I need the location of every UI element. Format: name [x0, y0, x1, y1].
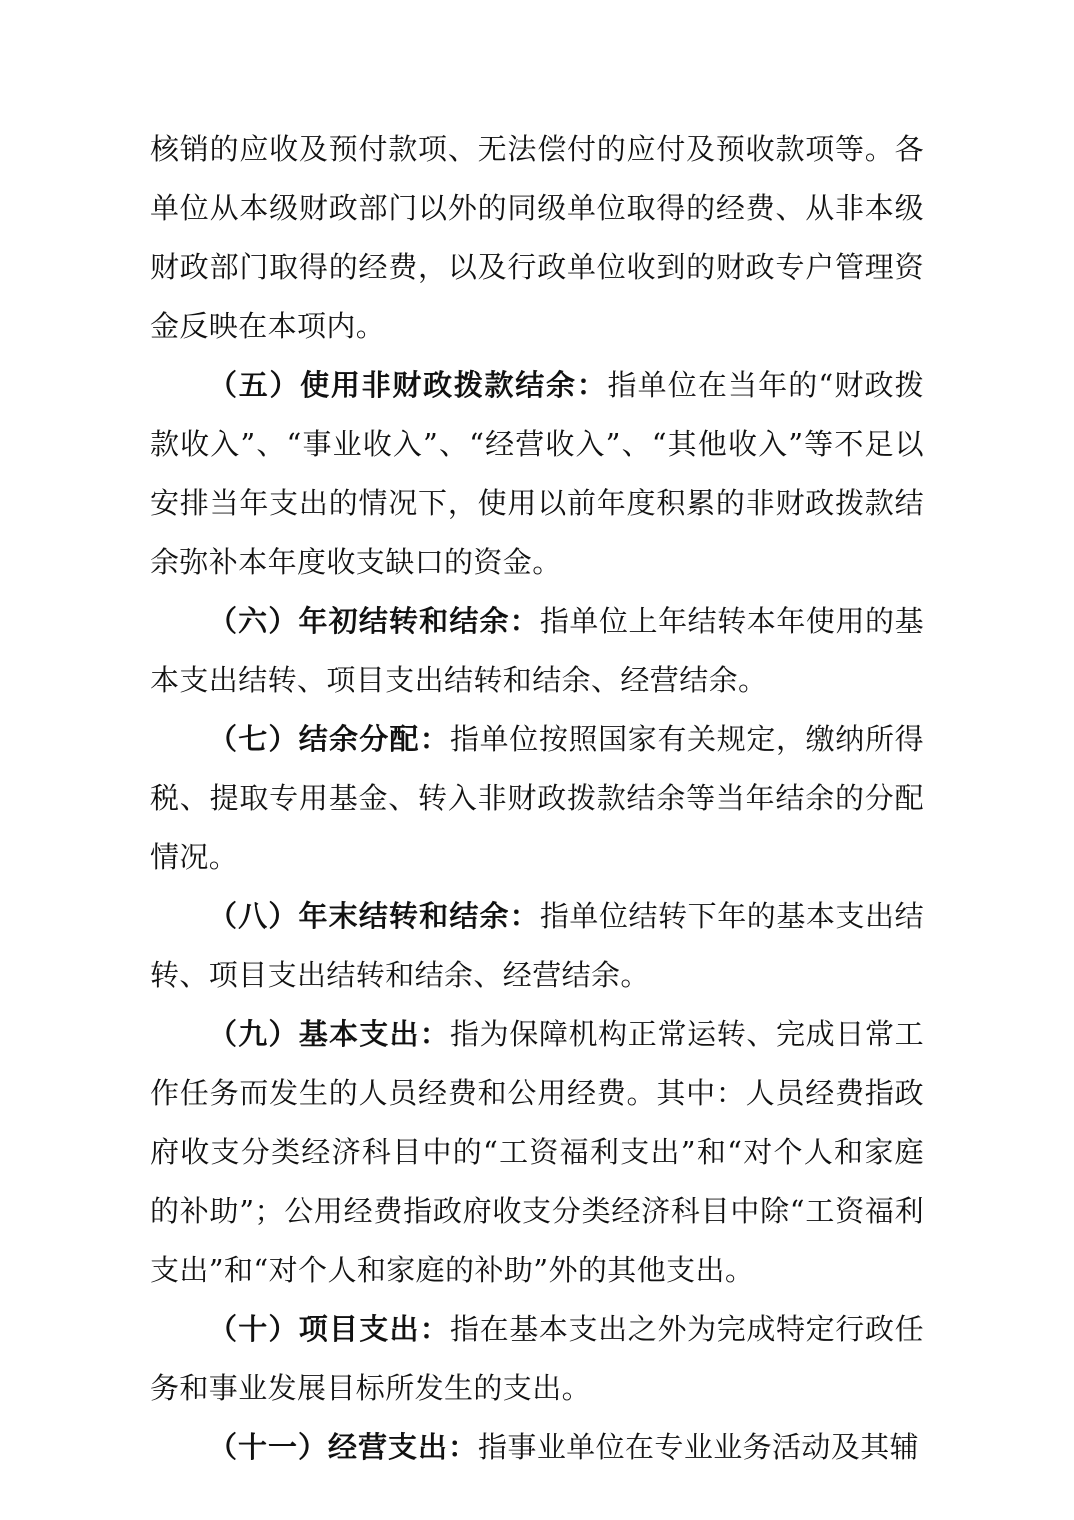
document-body [150, 120, 924, 1477]
paragraph-item-5 [150, 356, 924, 592]
term-label-6: （六）年初结转和结余： [208, 604, 540, 638]
paragraph-item-10 [150, 1300, 924, 1418]
term-label-11: （十一）经营支出： [208, 1430, 479, 1464]
paragraph-text-10: 指在基本支出之外为完成特定行政任务和事业发展目标所发生的支出。 [150, 1312, 924, 1405]
term-label-5: （五）使用非财政拨款结余： [208, 368, 608, 402]
paragraph-text-9: 指为保障机构正常运转、完成日常工作任务而发生的人员经费和公用经费。其中：人员经费指政府收支分类经济科目中的“工资福利支出”和“对个人和家庭的补助”；公用经费指政府收支分类经济科目中除“工资福利支出”和“对个人和家庭的补助”外的其他支出。 [150, 1017, 924, 1287]
paragraph-continued [150, 120, 924, 356]
paragraph-item-8 [150, 887, 924, 1005]
paragraph-text-5: 指单位在当年的“财政拨款收入”、“事业收入”、“经营收入”、“其他收入”等不足以安排当年支出的情况下，使用以前年度积累的非财政拨款结余弥补本年度收支缺口的资金。 [150, 368, 924, 579]
term-label-10: （十）项目支出： [208, 1312, 450, 1346]
term-label-8: （八）年末结转和结余： [208, 899, 540, 933]
term-label-9: （九）基本支出： [208, 1017, 450, 1051]
paragraph-text-11: 指事业单位在专业业务活动及其辅 [478, 1430, 920, 1464]
paragraph-item-9 [150, 1005, 924, 1300]
paragraph-item-7 [150, 710, 924, 887]
paragraph-text-7: 指单位按照国家有关规定，缴纳所得税、提取专用基金、转入非财政拨款结余等当年结余的分配情况。 [150, 722, 924, 874]
paragraph-text-8: 指单位结转下年的基本支出结转、项目支出结转和结余、经营结余。 [150, 899, 924, 992]
paragraph-item-11 [150, 1418, 924, 1477]
paragraph-text-6: 指单位上年结转本年使用的基本支出结转、项目支出结转和结余、经营结余。 [150, 604, 924, 697]
term-label-7: （七）结余分配： [208, 722, 450, 756]
paragraph-text: 核销的应收及预付款项、无法偿付的应付及预收款项等。各单位从本级财政部门以外的同级单位取得的经费、从非本级财政部门取得的经费，以及行政单位收到的财政专户管理资金反映在本项内。 [150, 132, 924, 343]
paragraph-item-6 [150, 592, 924, 710]
